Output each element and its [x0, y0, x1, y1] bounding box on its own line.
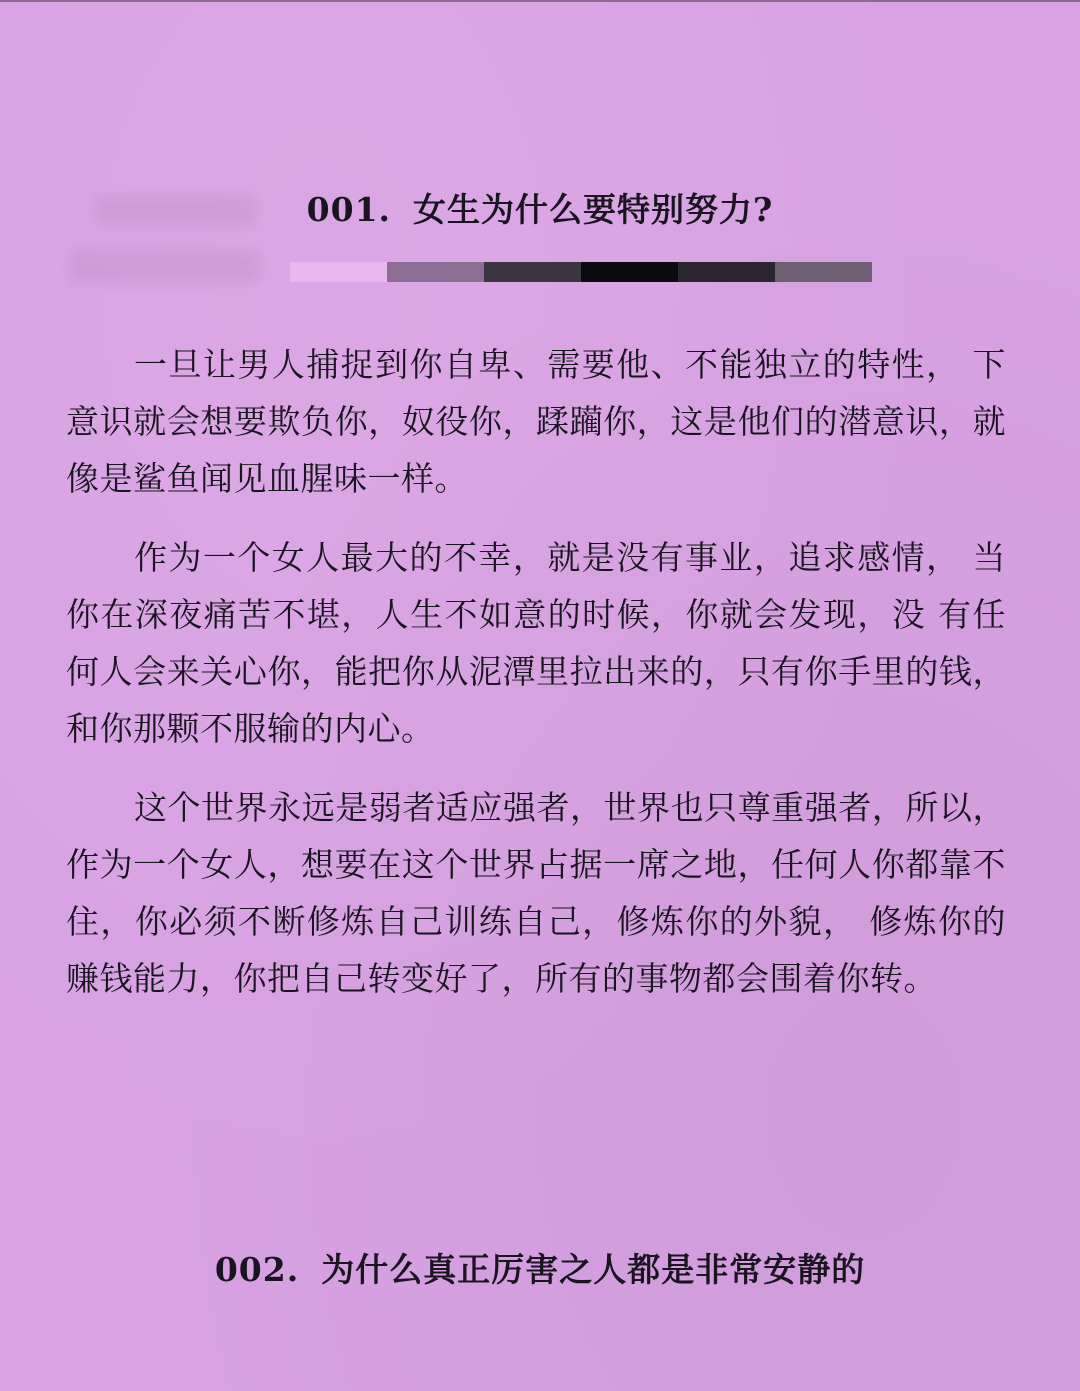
section-title-001: [0, 184, 1080, 231]
title-divider-bar: [290, 262, 872, 282]
paragraph: 这个世界永远是弱者适应强者，世界也只尊重强者，所以，作为一个女人，想要在这个世界占据一席之地，任何人你都靠不住，你必须不断修炼自己训练自己，修炼你的外貌， 修炼你的赚钱能力，你把自己转变好了，所有的事物都会围着你转。: [66, 788, 1006, 998]
divider-segment: [678, 262, 775, 282]
divider-segment: [775, 262, 872, 282]
article-body: [66, 336, 1006, 1029]
section-title-002: [0, 1244, 1080, 1291]
divider-segment: [290, 262, 387, 282]
section-number: 002.: [214, 1250, 300, 1289]
paragraph: 作为一个女人最大的不幸，就是没有事业，追求感情， 当你在深夜痛苦不堪，人生不如意的时候，你就会发现，没 有任何人会来关心你，能把你从泥潭里拉出来的，只有你手里的钱，和你那颗不服输的内心。: [66, 538, 1006, 748]
paragraph: 一旦让男人捕捉到你自卑、需要他、不能独立的特性， 下意识就会想要欺负你，奴役你，蹂躏你，这是他们的潜意识，就像是鲨鱼闻见血腥味一样。: [66, 345, 1006, 498]
faint-smudge: [70, 250, 260, 282]
section-heading: 女生为什么要特别努力?: [413, 190, 774, 229]
divider-segment: [581, 262, 678, 282]
section-heading: 为什么真正厉害之人都是非常安静的: [321, 1250, 866, 1289]
divider-segment: [484, 262, 581, 282]
section-number: 001.: [306, 190, 392, 229]
top-edge-line: [0, 0, 1080, 2]
divider-segment: [387, 262, 484, 282]
